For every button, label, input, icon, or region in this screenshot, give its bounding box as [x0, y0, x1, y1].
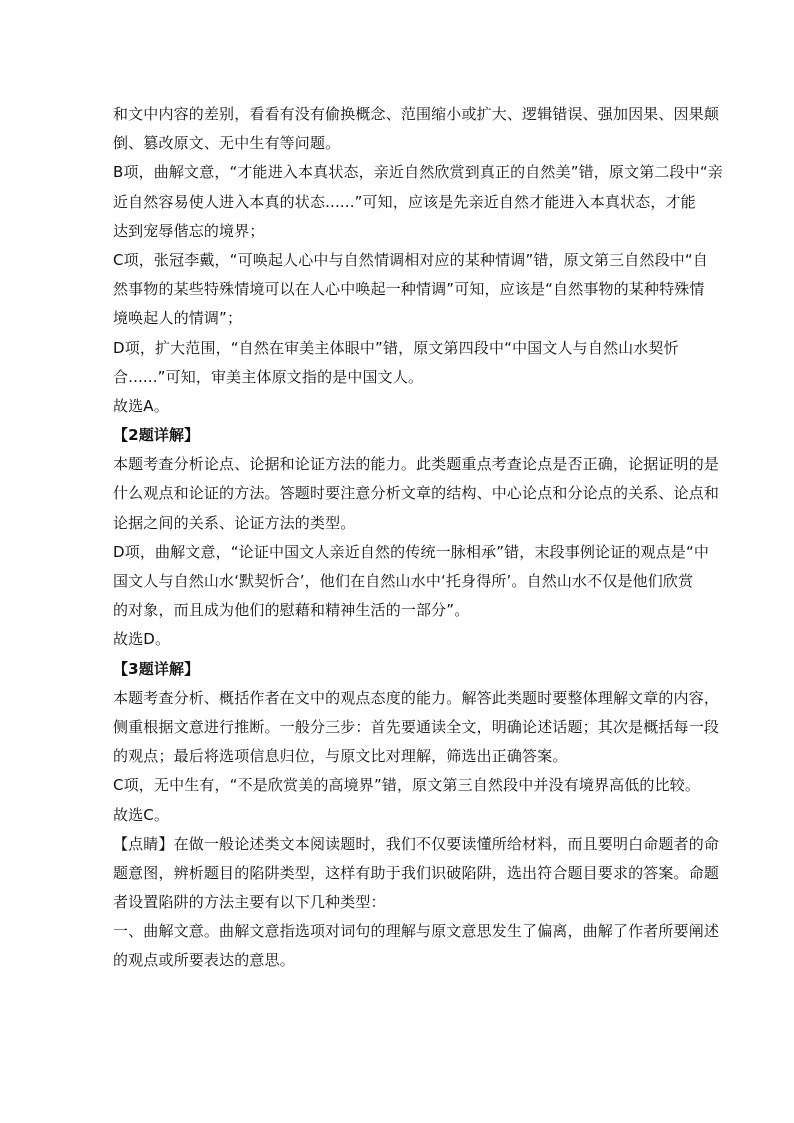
- text-line: C项，无中生有，“不是欣赏美的高境界”错，原文第三自然段中并没有境界高低的比较。: [113, 776, 701, 795]
- text-line: 倒、篡改原文、无中生有等问题。: [113, 134, 341, 153]
- text-line: 一、曲解文意。曲解文意指选项对词句的理解与原文意思发生了偏离，曲解了作者所要阐述: [113, 922, 720, 941]
- text-line: 【点睛】在做一般论述类文本阅读题时，我们不仅要读懂所给材料，而且要明白命题者的命: [113, 834, 720, 853]
- text-line: 境唤起人的情调”；: [113, 309, 243, 328]
- section-heading: 【2题详解】: [113, 426, 200, 445]
- text-line: 什么观点和论证的方法。答题时要注意分析文章的结构、中心论点和分论点的关系、论点和: [113, 484, 720, 503]
- text-line: 近自然容易使人进入本真的状态......”可知，应该是先亲近自然才能进入本真状态，才能: [113, 192, 696, 211]
- text-line: D项，曲解文意，“论证中国文人亲近自然的传统一脉相承”错，末段事例论证的观点是“中: [113, 542, 710, 561]
- text-line: 侧重根据文意进行推断。一般分三步：首先要通读全文，明确论述话题；其次是概括每一段: [113, 717, 720, 736]
- text-line: C项，张冠李戴，“可唤起人心中与自然情调相对应的某种情调”错，原文第三自然段中“自: [113, 250, 708, 269]
- text-line: B项，曲解文意，“才能进入本真状态，亲近自然欣赏到真正的自然美”错，原文第二段中“亲: [113, 163, 723, 182]
- text-line: 本题考查分析论点、论据和论证方法的能力。此类题重点考查论点是否正确，论据证明的是: [113, 455, 720, 474]
- text-line: 和文中内容的差别，看看有没有偷换概念、范围缩小或扩大、逻辑错误、强加因果、因果颠: [113, 105, 720, 123]
- answer-line: 故选C。: [113, 805, 170, 824]
- section-heading: 【3题详解】: [113, 659, 200, 678]
- text-line: 国文人与自然山水‘默契忻合’，他们在自然山水中‘托身得所’。自然山水不仅是他们欣赏: [113, 572, 694, 590]
- document-body: [113, 100, 723, 976]
- text-line: 论据之间的关系、论证方法的类型。: [113, 513, 356, 532]
- text-line: 然事物的某些特殊情境可以在人心中唤起一种情调”可知，应该是“自然事物的某种特殊情: [113, 280, 705, 299]
- text-line: 本题考查分析、概括作者在文中的观点态度的能力。解答此类题时要整体理解文章的内容，: [113, 688, 720, 707]
- text-line: 者设置陷阱的方法主要有以下几种类型：: [113, 893, 386, 912]
- answer-line: 故选A。: [113, 396, 169, 415]
- text-line: 的观点；最后将选项信息归位，与原文比对理解，筛选出正确答案。: [113, 747, 568, 766]
- text-line: 达到宠辱偕忘的境界；: [113, 221, 265, 240]
- text-line: 的对象，而且成为他们的慰藉和精神生活的一部分”。: [113, 601, 470, 620]
- text-line: D项，扩大范围，“自然在审美主体眼中”错，原文第四段中“中国文人与自然山水契忻: [113, 338, 679, 357]
- text-line: 的观点或所要表达的意思。: [113, 951, 295, 970]
- answer-line: 故选D。: [113, 630, 171, 649]
- text-line: 合......”可知，审美主体原文指的是中国文人。: [113, 367, 424, 386]
- text-line: 题意图，辨析题目的陷阱类型，这样有助于我们识破陷阱，选出符合题目要求的答案。命题: [113, 863, 720, 882]
